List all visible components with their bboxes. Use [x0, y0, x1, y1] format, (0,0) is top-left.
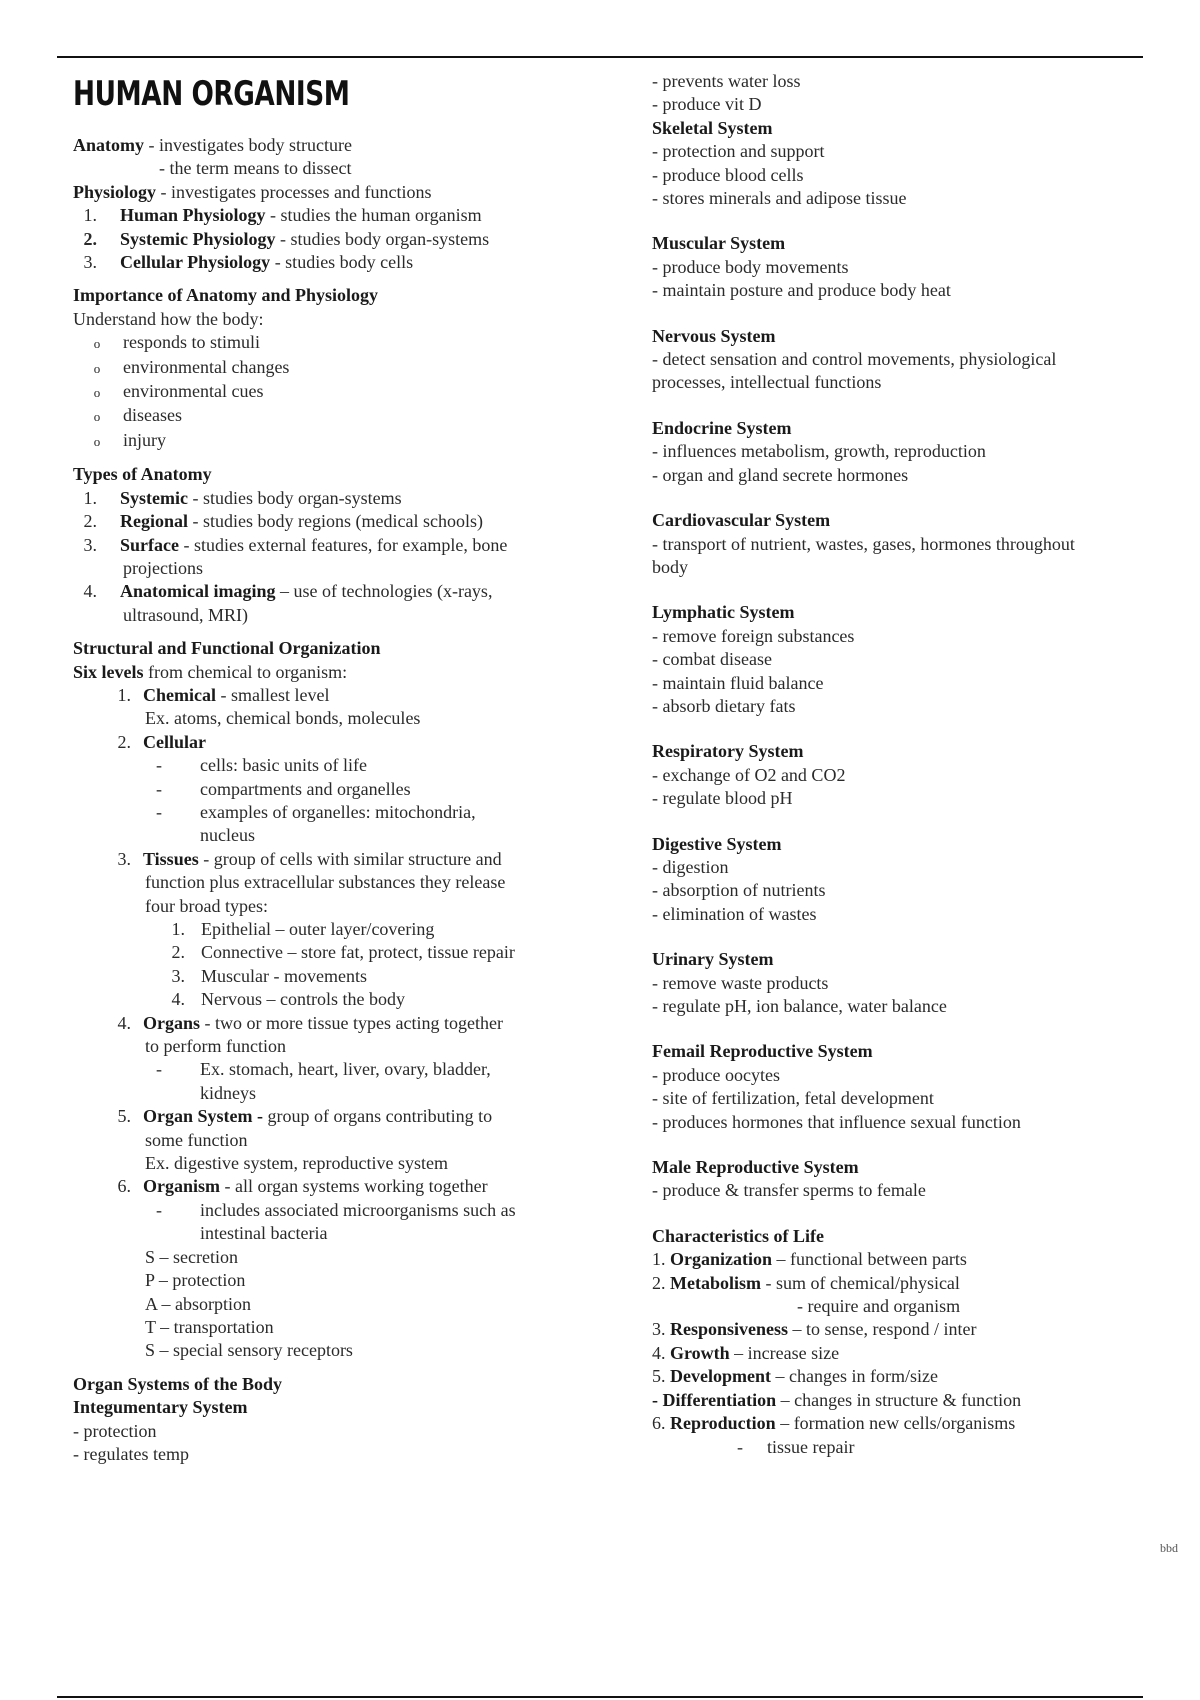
list-item: 1. Human Physiology - studies the human organism: [83, 205, 482, 226]
types-heading: Types of Anatomy: [73, 464, 212, 485]
list-item: - regulate pH, ion balance, water balance: [652, 996, 947, 1016]
level-chemical: 1. Chemical - smallest level: [117, 684, 330, 705]
list-item: - produces hormones that influence sexual function: [652, 1111, 1021, 1132]
list-item: - produce blood cells: [652, 164, 804, 185]
life-item: 2. Metabolism - sum of chemical/physical: [652, 1272, 960, 1293]
list-item: - organ and gland secrete hormones: [652, 464, 909, 485]
list-item: - remove waste products: [652, 972, 829, 993]
bottom-rule: [57, 1696, 1143, 1698]
left-column: [73, 70, 593, 1466]
list-item: - absorb dietary fats: [652, 695, 796, 716]
list-item: o injury: [73, 429, 593, 453]
list-item: - protection and support: [652, 141, 825, 162]
life-item-cont: - require and organism: [797, 1296, 961, 1317]
level-organism: 6. Organism - all organ systems working together: [117, 1176, 488, 1197]
circle-bullet-icon: o: [93, 360, 101, 376]
spats-item: S – secretion: [145, 1246, 238, 1267]
list-item: 2. Regional - studies body regions (medical schools): [83, 511, 483, 532]
list-item: 3. Surface - studies external features, for example, bone: [83, 534, 508, 555]
list-item: - transport of nutrient, wastes, gases, hormones throughout: [652, 533, 1075, 554]
list-item: - regulates temp: [73, 1443, 189, 1464]
organ-systems-heading: Organ Systems of the Body: [73, 1373, 283, 1394]
list-item: processes, intellectual functions: [652, 372, 882, 393]
level-cellular: 2. Cellular: [117, 731, 206, 752]
signature: bbd: [1160, 1541, 1178, 1555]
types-list: [73, 487, 593, 627]
system-heading-endocrine: Endocrine System: [652, 417, 792, 438]
list-item: - stores minerals and adipose tissue: [652, 188, 907, 209]
system-heading-nervous: Nervous System: [652, 325, 776, 346]
importance-list: [73, 331, 593, 453]
physiology-list: [73, 204, 593, 274]
list-item: - compartments and organelles: [156, 778, 411, 799]
list-item: - examples of organelles: mitochondria,: [156, 801, 476, 822]
life-item: 5. Development – changes in form/size: [652, 1366, 938, 1387]
list-item: - site of fertilization, fetal development: [652, 1088, 934, 1109]
life-item: 6. Reproduction – formation new cells/organisms: [652, 1413, 1016, 1434]
circle-bullet-icon: o: [93, 385, 101, 401]
anatomy-line: Anatomy - investigates body structure: [73, 135, 352, 155]
circle-bullet-icon: o: [93, 336, 101, 352]
spats-item: S – special sensory receptors: [145, 1340, 353, 1361]
life-item: 1. Organization – functional between parts: [652, 1249, 967, 1270]
levels-list: [73, 684, 593, 1363]
list-item: 2. Systemic Physiology - studies body organ-systems: [83, 228, 490, 249]
spats-item: P – protection: [145, 1270, 246, 1291]
level-organ-system-text: some function: [145, 1129, 248, 1150]
anatomy-note: - the term means to dissect: [159, 158, 352, 179]
level-organ-system-ex: Ex. digestive system, reproductive system: [145, 1153, 448, 1174]
level-tissues-text: function plus extracellular substances they release: [145, 872, 506, 893]
right-column: [652, 70, 1172, 1459]
system-heading-male-reproductive: Male Reproductive System: [652, 1157, 859, 1178]
list-item: - produce vit D: [652, 94, 762, 115]
top-rule: [57, 56, 1143, 58]
life-item-sub: - tissue repair: [737, 1436, 855, 1457]
level-organs-text: to perform function: [145, 1036, 286, 1057]
list-item: - Ex. stomach, heart, liver, ovary, bladder,: [156, 1059, 491, 1080]
list-item: - cells: basic units of life: [156, 755, 367, 776]
importance-heading: Importance of Anatomy and Physiology: [73, 285, 379, 306]
list-item: - regulate blood pH: [652, 788, 793, 809]
system-heading-respiratory: Respiratory System: [652, 741, 804, 762]
list-item: - produce oocytes: [652, 1064, 780, 1085]
list-item: 1. Systemic - studies body organ-systems: [83, 487, 402, 508]
list-item: 4. Anatomical imaging – use of technologies (x-rays,: [83, 581, 493, 602]
list-item: - produce body movements: [652, 256, 849, 277]
list-item: - influences metabolism, growth, reproduction: [652, 441, 986, 462]
list-item: - maintain fluid balance: [652, 672, 824, 693]
tissue-type: 1. Epithelial – outer layer/covering: [171, 919, 435, 939]
importance-intro: Understand how the body:: [73, 308, 264, 329]
system-heading-muscular: Muscular System: [652, 233, 786, 254]
list-item: o environmental changes: [73, 356, 593, 380]
structural-intro: Six levels from chemical to organism:: [73, 661, 348, 682]
structural-heading: Structural and Functional Organization: [73, 638, 381, 659]
level-tissues: 3. Tissues - group of cells with similar structure and: [117, 848, 502, 869]
list-item: o environmental cues: [73, 380, 593, 404]
level-tissues-text: four broad types:: [145, 895, 268, 916]
life-heading: Characteristics of Life: [652, 1225, 824, 1246]
list-item: o responds to stimuli: [73, 331, 593, 355]
list-item: - detect sensation and control movements, physiological: [652, 349, 1057, 370]
tissue-type: 4. Nervous – controls the body: [171, 989, 405, 1010]
list-item-cont: ultrasound, MRI): [123, 604, 248, 625]
list-item: - exchange of O2 and CO2: [652, 764, 846, 785]
list-item: - protection: [73, 1420, 157, 1441]
list-item-cont: intestinal bacteria: [200, 1223, 328, 1244]
integumentary-heading: Integumentary System: [73, 1397, 248, 1418]
spats-item: T – transportation: [145, 1316, 274, 1337]
page-title: HUMAN ORGANISM: [73, 74, 350, 114]
list-item: o diseases: [73, 404, 593, 428]
physiology-line: Physiology - investigates processes and functions: [73, 181, 432, 202]
system-heading-female-reproductive: Femail Reproductive System: [652, 1041, 873, 1062]
list-item-cont: projections: [123, 557, 203, 578]
life-item: - Differentiation – changes in structure & function: [652, 1389, 1022, 1410]
system-heading-skeletal: Skeletal System: [652, 117, 773, 138]
life-item: 4. Growth – increase size: [652, 1342, 840, 1363]
level-organs: 4. Organs - two or more tissue types acting together: [117, 1012, 503, 1033]
list-item: - absorption of nutrients: [652, 880, 826, 901]
spats-item: A – absorption: [145, 1293, 251, 1314]
list-item: - prevents water loss: [652, 71, 801, 91]
life-item: 3. Responsiveness – to sense, respond / inter: [652, 1319, 977, 1340]
system-heading-urinary: Urinary System: [652, 949, 774, 970]
system-heading-lymphatic: Lymphatic System: [652, 602, 795, 623]
list-item: - produce & transfer sperms to female: [652, 1180, 926, 1201]
list-item: - remove foreign substances: [652, 625, 855, 646]
list-item: 3. Cellular Physiology - studies body cells: [83, 252, 414, 273]
list-item: body: [652, 556, 688, 577]
tissue-type: 2. Connective – store fat, protect, tissue repair: [171, 942, 515, 963]
list-item: - digestion: [652, 856, 729, 877]
list-item-cont: kidneys: [200, 1082, 256, 1103]
system-heading-cardiovascular: Cardiovascular System: [652, 510, 831, 531]
system-heading-digestive: Digestive System: [652, 833, 782, 854]
circle-bullet-icon: o: [93, 433, 101, 449]
list-item: - elimination of wastes: [652, 903, 817, 924]
level-organ-system: 5. Organ System - group of organs contributing to: [117, 1106, 493, 1127]
level-chemical-ex: Ex. atoms, chemical bonds, molecules: [145, 708, 421, 729]
list-item: - includes associated microorganisms such as: [156, 1199, 516, 1220]
circle-bullet-icon: o: [93, 409, 101, 425]
list-item: - combat disease: [652, 649, 772, 670]
list-item-cont: nucleus: [200, 825, 255, 846]
list-item: - maintain posture and produce body heat: [652, 280, 951, 301]
tissue-type: 3. Muscular - movements: [171, 965, 367, 986]
